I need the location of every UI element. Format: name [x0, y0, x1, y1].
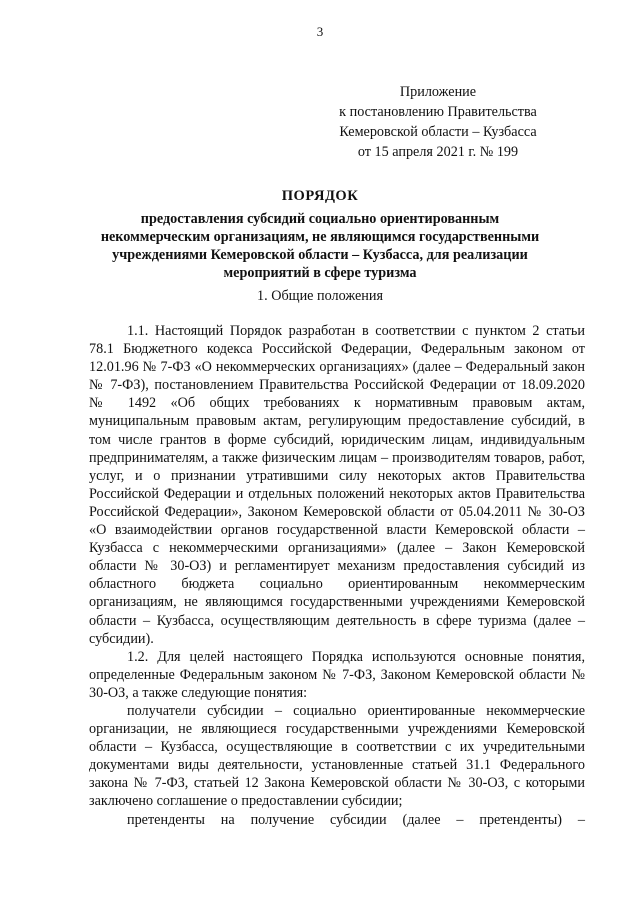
appendix-line: от 15 апреля 2021 г. № 199: [357, 144, 519, 160]
page-number: 3: [316, 24, 324, 39]
document-title: ПОРЯДОК: [281, 188, 359, 204]
paragraph: претенденты на получение субсидии (далее – претенденты) –: [127, 811, 585, 828]
appendix-line: к постановлению Правительства: [339, 104, 537, 120]
document-body: [89, 322, 585, 829]
paragraph: получатели субсидии – социально ориентированные некоммерческие организации, не являющиеся государственными учреждениями Кемеровской области – Кузбасса, осуществляющие в соответствии с их учредительными документами виды деятельности, установленные статьей 31.1 Федерального закона № 7-ФЗ, статьей 12 Закона Кемеровской области № 30-ОЗ, с которыми заключено соглашение о предоставлении субсидии;: [89, 702, 585, 810]
section-heading: 1. Общие положения: [257, 288, 383, 304]
appendix-block: [308, 82, 568, 162]
paragraph: 1.1. Настоящий Порядок разработан в соответствии с пунктом 2 статьи 78.1 Бюджетного кодекса Российской Федерации, Федеральным законом от 12.01.96 № 7-ФЗ «О некоммерческих организациях» (далее – Федеральный закон № 7-ФЗ), постановлением Правительства Российской Федерации от 18.09.2020 № 1492 «Об общих требованиях к нормативным правовым актам, муниципальным правовым актам, регулирующим предоставление субсидий, в том числе грантов в форме субсидий, юридическим лицам, индивидуальным предпринимателям, а также физическим лицам – производителям товаров, работ, услуг, и о признании утратившими силу некоторых актов Правительства Российской Федерации и отдельных положений некоторых актов Правительства Российской Федерации», Законом Кемеровской области от 05.04.2011 № 30-ОЗ «О взаимодействии органов государственной власти Кемеровской области – Кузбасса с некоммерческими организациями» (далее – Закон Кемеровской области № 30-ОЗ) и регламентирует механизм предоставления субсидий из областного бюджета социально ориентированным некоммерческим организациям, не являющимся государственными учреждениями Кемеровской области – Кузбасса, осуществляющим деятельность в сфере туризма (далее – субсидии).: [89, 323, 585, 647]
document-subtitle: предоставления субсидий социально ориентированным некоммерческим организациям, не являющимся государственными учреждениями Кемеровской области – Кузбасса, для реализации мероприятий в сфере туризма: [100, 211, 540, 281]
appendix-line: Приложение: [399, 84, 477, 100]
paragraph: 1.2. Для целей настоящего Порядка используются основные понятия, определенные Федеральным законом № 7-ФЗ, Законом Кемеровской области № 30-ОЗ, а также следующие понятия:: [89, 648, 585, 701]
appendix-line: Кемеровской области – Кузбасса: [339, 124, 537, 140]
